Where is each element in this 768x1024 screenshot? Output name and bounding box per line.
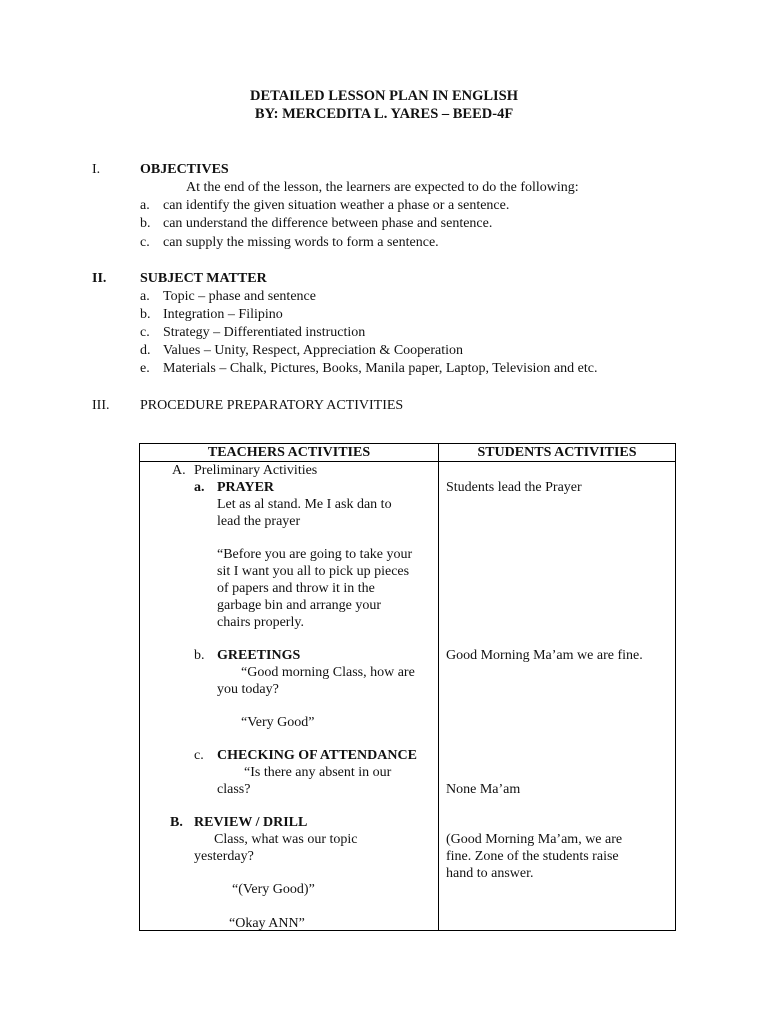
subject-item: Strategy – Differentiated instruction <box>163 325 366 340</box>
subject-letter: b. <box>140 307 151 322</box>
review-text: yesterday? <box>194 849 254 864</box>
greetings-text: you today? <box>217 682 279 697</box>
attendance-text: “Is there any absent in our <box>244 765 392 780</box>
prayer-heading: PRAYER <box>217 480 275 495</box>
subject-item: Materials – Chalk, Pictures, Books, Manila paper, Laptop, Television and etc. <box>163 361 598 376</box>
objective-letter: a. <box>140 198 150 213</box>
subject-item: Values – Unity, Respect, Appreciation & Cooperation <box>163 343 464 358</box>
section-number-objectives: I. <box>92 162 101 177</box>
prayer-quote: garbage bin and arrange your <box>217 598 382 613</box>
review-letter: B. <box>170 815 183 830</box>
review-response: “(Very Good)” <box>232 882 315 897</box>
preliminary-label: Preliminary Activities <box>194 463 318 478</box>
review-text: Class, what was our topic <box>214 832 358 847</box>
greetings-text: “Good morning Class, how are <box>241 665 415 680</box>
subject-item: Integration – Filipino <box>163 307 283 322</box>
prayer-text: Let as al stand. Me I ask dan to <box>217 497 392 512</box>
column-header-teachers: TEACHERS ACTIVITIES <box>140 444 439 462</box>
prayer-quote: chairs properly. <box>217 615 304 630</box>
section-heading-procedure: PROCEDURE PREPARATORY ACTIVITIES <box>140 398 404 413</box>
column-header-students: STUDENTS ACTIVITIES <box>439 444 676 462</box>
document-author: BY: MERCEDITA L. YARES – BEED-4F <box>254 106 514 122</box>
section-number-subject-matter: II. <box>92 271 107 286</box>
subject-letter: a. <box>140 289 150 304</box>
student-review-response: fine. Zone of the students raise <box>446 849 619 864</box>
attendance-letter: c. <box>194 748 204 763</box>
prayer-quote: of papers and throw it in the <box>217 581 375 596</box>
student-prayer-response: Students lead the Prayer <box>446 480 582 495</box>
subject-letter: e. <box>140 361 150 376</box>
preliminary-letter: A. <box>172 463 186 478</box>
subject-letter: c. <box>140 325 150 340</box>
review-heading: REVIEW / DRILL <box>194 815 308 830</box>
activities-table <box>139 443 676 931</box>
section-heading-subject-matter: SUBJECT MATTER <box>140 271 267 286</box>
objective-letter: c. <box>140 235 150 250</box>
review-response: “Okay ANN” <box>229 916 305 931</box>
objective-item: can supply the missing words to form a sentence. <box>163 235 439 250</box>
teachers-activities-cell <box>140 462 439 931</box>
prayer-quote: “Before you are going to take your <box>217 547 413 562</box>
section-heading-objectives: OBJECTIVES <box>140 162 229 177</box>
objectives-intro: At the end of the lesson, the learners are expected to do the following: <box>186 180 579 195</box>
attendance-heading: CHECKING OF ATTENDANCE <box>217 748 417 763</box>
student-greetings-response: Good Morning Ma’am we are fine. <box>446 648 643 663</box>
students-activities-cell <box>439 462 676 931</box>
student-attendance-response: None Ma’am <box>446 782 521 797</box>
document-title: DETAILED LESSON PLAN IN ENGLISH <box>249 88 519 104</box>
section-number-procedure: III. <box>92 398 110 413</box>
student-review-response: hand to answer. <box>446 866 534 881</box>
greetings-letter: b. <box>194 648 205 663</box>
objective-letter: b. <box>140 216 151 231</box>
greetings-heading: GREETINGS <box>217 648 301 663</box>
objective-item: can identify the given situation weather a phase or a sentence. <box>163 198 510 213</box>
subject-letter: d. <box>140 343 151 358</box>
objective-item: can understand the difference between phase and sentence. <box>163 216 493 231</box>
prayer-letter: a. <box>194 480 205 495</box>
attendance-text: class? <box>217 782 251 797</box>
subject-item: Topic – phase and sentence <box>163 289 316 304</box>
student-review-response: (Good Morning Ma’am, we are <box>446 832 623 847</box>
greetings-response: “Very Good” <box>241 715 315 730</box>
prayer-text: lead the prayer <box>217 514 301 529</box>
prayer-quote: sit I want you all to pick up pieces <box>217 564 410 579</box>
